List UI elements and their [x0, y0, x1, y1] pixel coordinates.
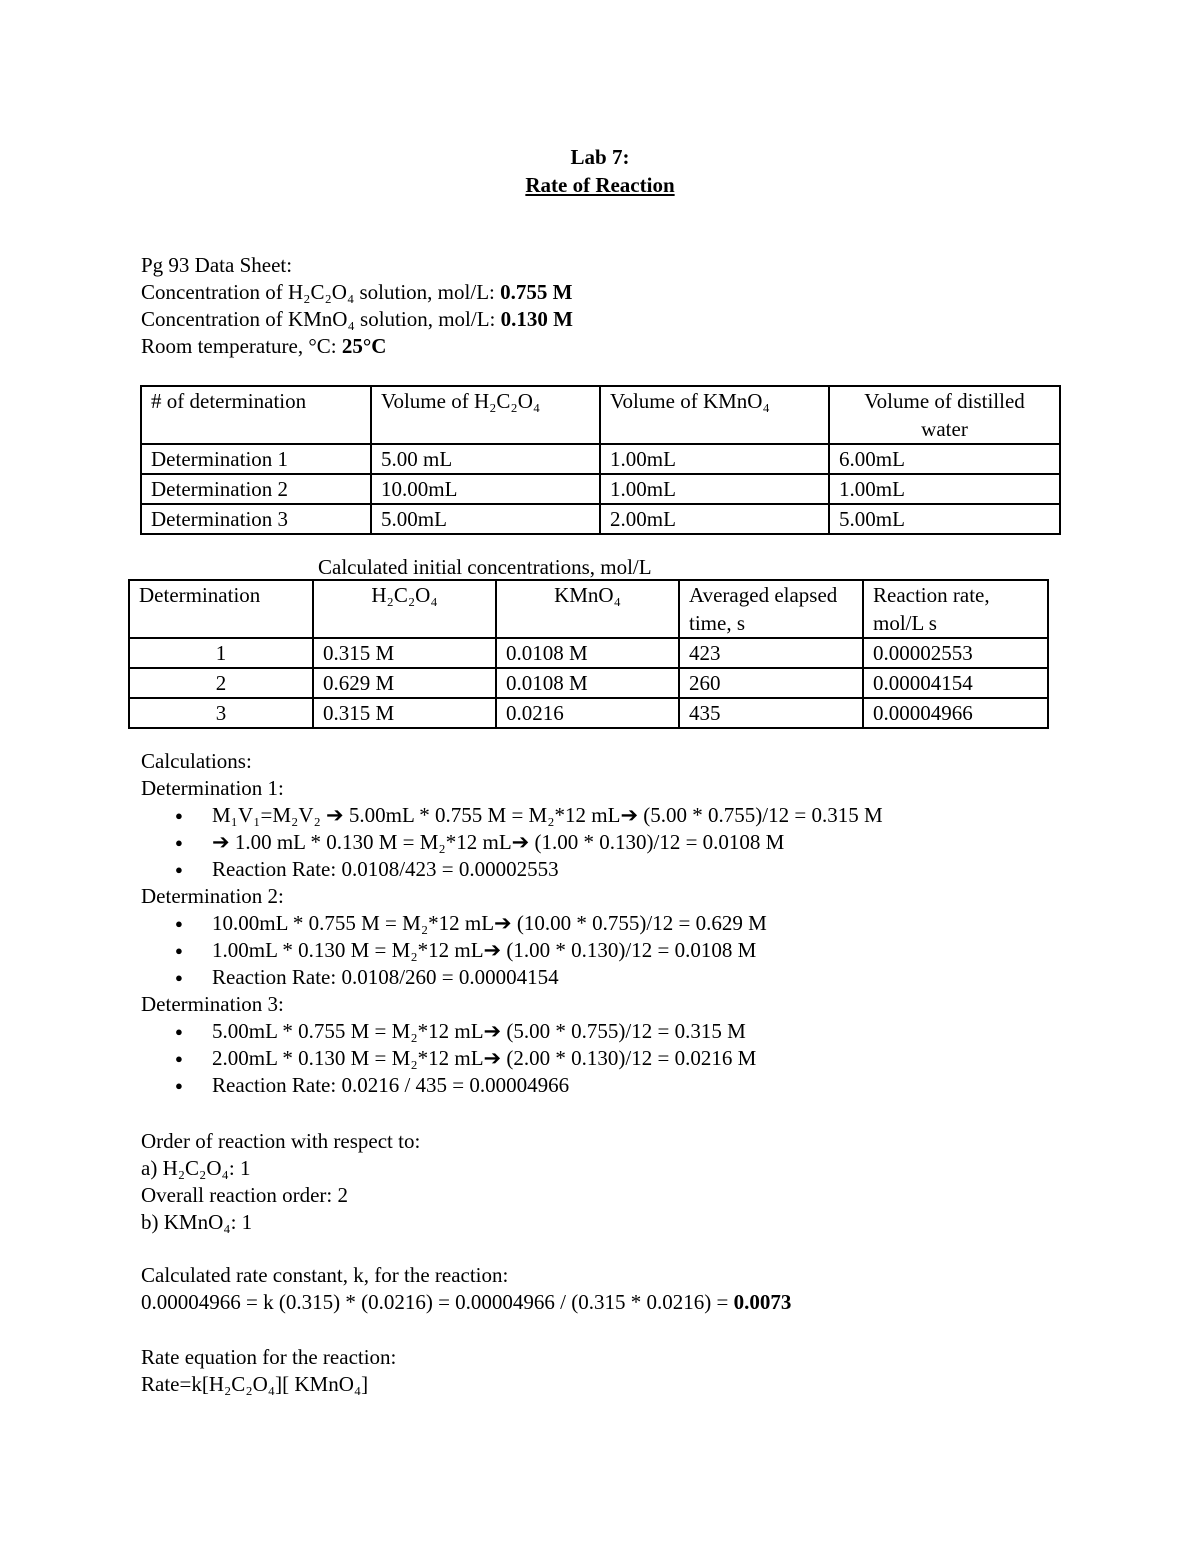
order-overall: Overall reaction order: 2 [141, 1183, 348, 1207]
table-row [141, 444, 1060, 474]
rate-constant-section [141, 1262, 791, 1316]
order-heading: Order of reaction with respect to: [141, 1129, 421, 1153]
datasheet-heading: Pg 93 Data Sheet: [141, 253, 293, 277]
table-cell: 1.00mL [600, 474, 829, 504]
determination-3-label: Determination 3: [141, 992, 284, 1016]
rate-equation-heading: Rate equation for the reaction: [141, 1345, 397, 1369]
table-cell: 3 [129, 698, 313, 728]
title-block [0, 144, 1200, 200]
table-cell: 423 [679, 638, 863, 668]
calculations-heading: Calculations: [141, 749, 252, 773]
table-row [141, 504, 1060, 534]
calculations-section [141, 748, 883, 1099]
conc-h2c2o4-value: 0.755 M [500, 280, 573, 304]
room-temp-line [141, 333, 573, 360]
table-cell: 0.629 M [313, 668, 496, 698]
table-row [129, 698, 1048, 728]
table-cell: Determination 3 [141, 504, 371, 534]
lab-number: Lab 7: [570, 145, 630, 169]
page-title: Rate of Reaction [525, 173, 675, 197]
table-header-cell: Volume of H₂C₂O₄ [371, 386, 600, 444]
rate-constant-line [141, 1289, 791, 1316]
table-cell: 1.00mL [829, 474, 1060, 504]
table-cell: 5.00mL [829, 504, 1060, 534]
conc-kmno4-line [141, 306, 573, 333]
conc-h2c2o4-label: Concentration of H₂C₂O₄ solution, mol/L: [141, 280, 501, 304]
room-temp-label: Room temperature, °C: [141, 334, 342, 358]
table-cell: 0.315 M [313, 638, 496, 668]
datasheet-section [141, 252, 573, 360]
table-cell: 5.00mL [371, 504, 600, 534]
conc-kmno4-value: 0.130 M [500, 307, 573, 331]
table-cell: 5.00 mL [371, 444, 600, 474]
table-cell: 1 [129, 638, 313, 668]
list-item: ● Reaction Rate: 0.0216 / 435 = 0.00004966 [141, 1072, 883, 1099]
table-row [141, 474, 1060, 504]
table-cell: 0.00004966 [863, 698, 1048, 728]
concentration-table [128, 579, 1049, 729]
determination-1-label: Determination 1: [141, 776, 284, 800]
list-item: ● Reaction Rate: 0.0108/260 = 0.00004154 [141, 964, 883, 991]
determination-2-label: Determination 2: [141, 884, 284, 908]
determination-2-list [141, 910, 883, 991]
volume-table [140, 385, 1061, 535]
table-header-cell: Determination [129, 580, 313, 638]
table-cell: 0.00002553 [863, 638, 1048, 668]
conc-h2c2o4-line [141, 279, 573, 306]
conc-kmno4-label: Concentration of KMnO₄ solution, mol/L: [141, 307, 501, 331]
table-cell: 260 [679, 668, 863, 698]
table-cell: Determination 2 [141, 474, 371, 504]
order-h2c2o4: a) H₂C₂O₄: 1 [141, 1156, 251, 1180]
table-cell: 0.315 M [313, 698, 496, 728]
table-header-cell: Volume of KMnO₄ [600, 386, 829, 444]
table-cell: 2.00mL [600, 504, 829, 534]
table-row [129, 668, 1048, 698]
rate-constant-heading: Calculated rate constant, k, for the reaction: [141, 1263, 509, 1287]
table-header-row [129, 580, 1048, 638]
list-item: ● 2.00mL * 0.130 M = M₂*12 mL➔ (2.00 * 0.130)/12 = 0.0216 M [141, 1045, 883, 1072]
table-cell: 0.0216 [496, 698, 679, 728]
table-header-cell: H₂C₂O₄ [313, 580, 496, 638]
determination-3-list [141, 1018, 883, 1099]
table-cell: 0.00004154 [863, 668, 1048, 698]
table-header-cell: # of determination [141, 386, 371, 444]
table-header-cell: Reaction rate, mol/L s [863, 580, 1048, 638]
list-item: ● ➔ 1.00 mL * 0.130 M = M₂*12 mL➔ (1.00 * 0.130)/12 = 0.0108 M [141, 829, 883, 856]
order-kmno4: b) KMnO₄: 1 [141, 1210, 253, 1234]
list-item: ● 10.00mL * 0.755 M = M₂*12 mL➔ (10.00 * 0.755)/12 = 0.629 M [141, 910, 883, 937]
rate-equation-section [141, 1344, 396, 1398]
rate-constant-value: 0.0073 [733, 1290, 792, 1314]
table-cell: Determination 1 [141, 444, 371, 474]
table-cell: 435 [679, 698, 863, 728]
room-temp-value: 25°C [341, 334, 387, 358]
rate-equation: Rate=k[H₂C₂O₄][ KMnO₄] [141, 1372, 369, 1396]
table-header-cell: Volume of distilled water [829, 386, 1060, 444]
table-cell: 1.00mL [600, 444, 829, 474]
list-item: ● 5.00mL * 0.755 M = M₂*12 mL➔ (5.00 * 0.755)/12 = 0.315 M [141, 1018, 883, 1045]
table-cell: 10.00mL [371, 474, 600, 504]
order-section [141, 1128, 420, 1236]
table-row [129, 638, 1048, 668]
table-cell: 0.0108 M [496, 638, 679, 668]
table-header-cell: Averaged elapsed time, s [679, 580, 863, 638]
rate-constant-equation: 0.00004966 = k (0.315) * (0.0216) = 0.00004966 / (0.315 * 0.0216) = [141, 1290, 734, 1314]
table-header-row [141, 386, 1060, 444]
list-item: ● M₁V₁=M₂V₂ ➔ 5.00mL * 0.755 M = M₂*12 mL➔ (5.00 * 0.755)/12 = 0.315 M [141, 802, 883, 829]
table-header-cell: KMnO₄ [496, 580, 679, 638]
table-cell: 2 [129, 668, 313, 698]
list-item: ● 1.00mL * 0.130 M = M₂*12 mL➔ (1.00 * 0.130)/12 = 0.0108 M [141, 937, 883, 964]
table-cell: 6.00mL [829, 444, 1060, 474]
determination-1-list [141, 802, 883, 883]
table-cell: 0.0108 M [496, 668, 679, 698]
list-item: ● Reaction Rate: 0.0108/423 = 0.00002553 [141, 856, 883, 883]
concentration-table-caption: Calculated initial concentrations, mol/L [318, 555, 652, 579]
